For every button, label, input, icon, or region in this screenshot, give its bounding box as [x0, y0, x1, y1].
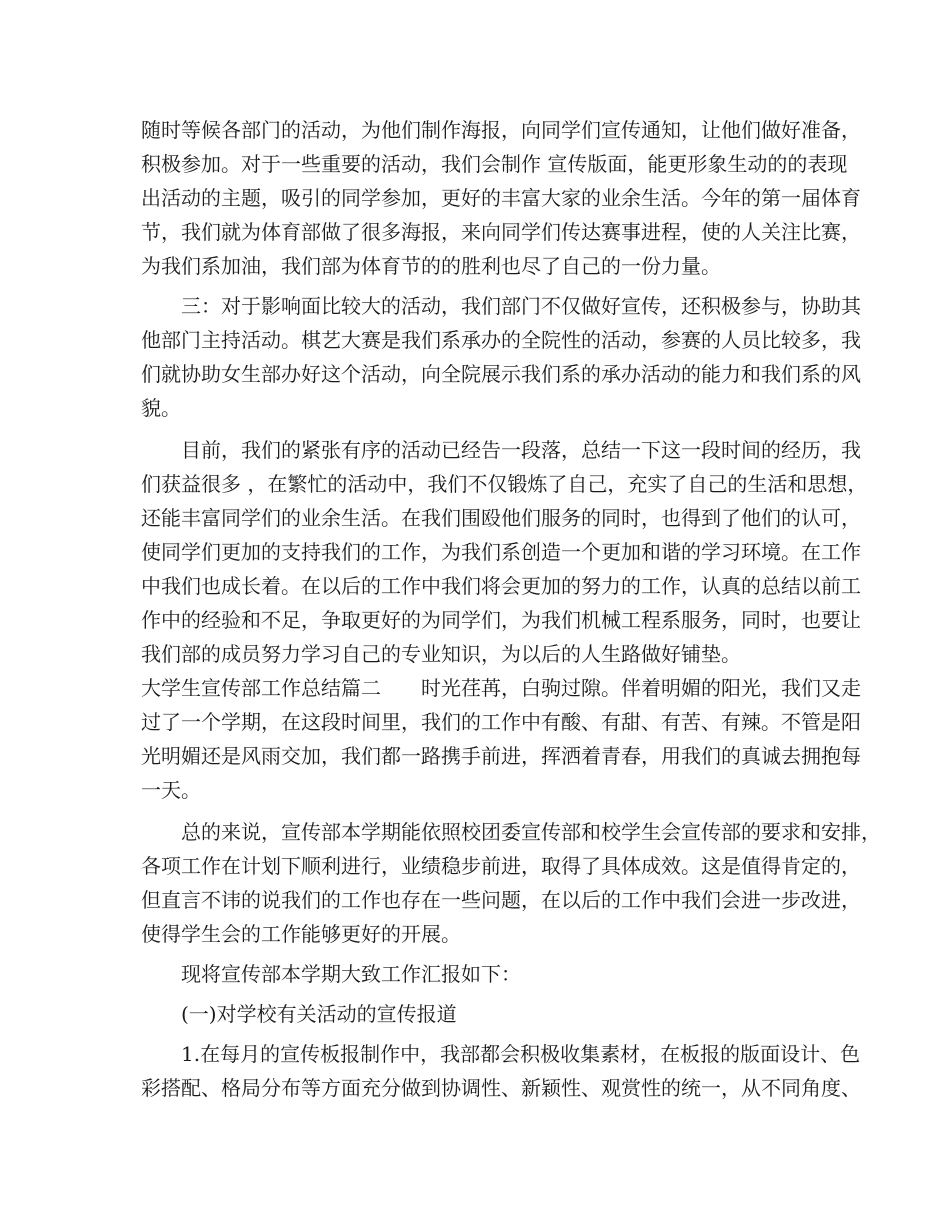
text-line: 他部门主持活动。棋艺大赛是我们系承办的全院性的活动，参赛的人员比较多，我: [141, 328, 861, 352]
section-heading-line: 大学生宣传部工作总结篇二 时光荏苒，白驹过隙。伴着明媚的阳光，我们又走: [141, 676, 861, 700]
paragraph-start-line: 三：对于影响面比较大的活动，我们部门不仅做好宣传，还积极参与，协助其: [181, 294, 861, 318]
subheading-line: (一)对学校有关活动的宣传报道: [181, 1002, 457, 1026]
text-line: 们获益很多 ，在繁忙的活动中，我们不仅锻炼了自己，充实了自己的生活和思想，: [141, 472, 868, 496]
text-line: 过了一个学期，在这段时间里，我们的工作中有酸、有甜、有苦、有辣。不管是阳: [141, 710, 861, 734]
paragraph-start-line: 目前，我们的紧张有序的活动已经告一段落，总结一下这一段时间的经历，我: [181, 438, 861, 462]
text-line: 使得学生会的工作能够更好的开展。: [141, 922, 461, 946]
text-line: 但直言不讳的说我们的工作也存在一些问题，在以后的工作中我们会进一步改进，: [141, 888, 861, 912]
text-line: 中我们也成长着。在以后的工作中我们将会更加的努力的工作，认真的总结以前工: [141, 574, 861, 598]
text-line: 积极参加。对于一些重要的活动，我们会制作 宣传版面，能更形象生动的的表现: [141, 152, 848, 176]
paragraph-start-line: 现将宣传部本学期大致工作汇报如下：: [181, 962, 521, 986]
text-line: 们就协助女生部办好这个活动，向全院展示我们系的承办活动的能力和我们系的风: [141, 362, 861, 386]
text-line: 作中的经验和不足，争取更好的为同学们，为我们机械工程系服务，同时，也要让: [141, 608, 861, 632]
text-line: 光明媚还是风雨交加，我们都一路携手前进，挥洒着青春，用我们的真诚去拥抱每: [141, 744, 861, 768]
text-line: 为我们系加油，我们部为体育节的的胜利也尽了自己的一份力量。: [141, 254, 721, 278]
text-line: 貌。: [141, 396, 181, 420]
text-line: 各项工作在计划下顺利进行，业绩稳步前进，取得了具体成效。这是值得肯定的，: [141, 854, 861, 878]
text-line: 随时等候各部门的活动，为他们制作海报，向同学们宣传通知，让他们做好准备，: [141, 118, 861, 142]
text-line: 一天。: [141, 778, 201, 802]
text-line: 出活动的主题，吸引的同学参加，更好的丰富大家的业余生活。今年的第一届体育: [141, 186, 861, 210]
paragraph-start-line: 总的来说，宣传部本学期能依照校团委宣传部和校学生会宣传部的要求和安排，: [181, 820, 881, 844]
text-line: 使同学们更加的支持我们的工作，为我们系创造一个更加和谐的学习环境。在工作: [141, 540, 861, 564]
text-line: 节，我们就为体育部做了很多海报，来向同学们传达赛事进程，使的人关注比赛，: [141, 220, 861, 244]
text-line: 我们部的成员努力学习自己的专业知识，为以后的人生路做好铺垫。: [141, 642, 741, 666]
text-line: 还能丰富同学们的业余生活。在我们围殴他们服务的同时，也得到了他们的认可，: [141, 506, 861, 530]
text-line: 彩搭配、格局分布等方面充分做到协调性、新颖性、观赏性的统一，从不同角度、: [141, 1076, 861, 1100]
paragraph-start-line: 1.在每月的宣传板报制作中，我部都会积极收集素材，在板报的版面设计、色: [181, 1042, 861, 1066]
